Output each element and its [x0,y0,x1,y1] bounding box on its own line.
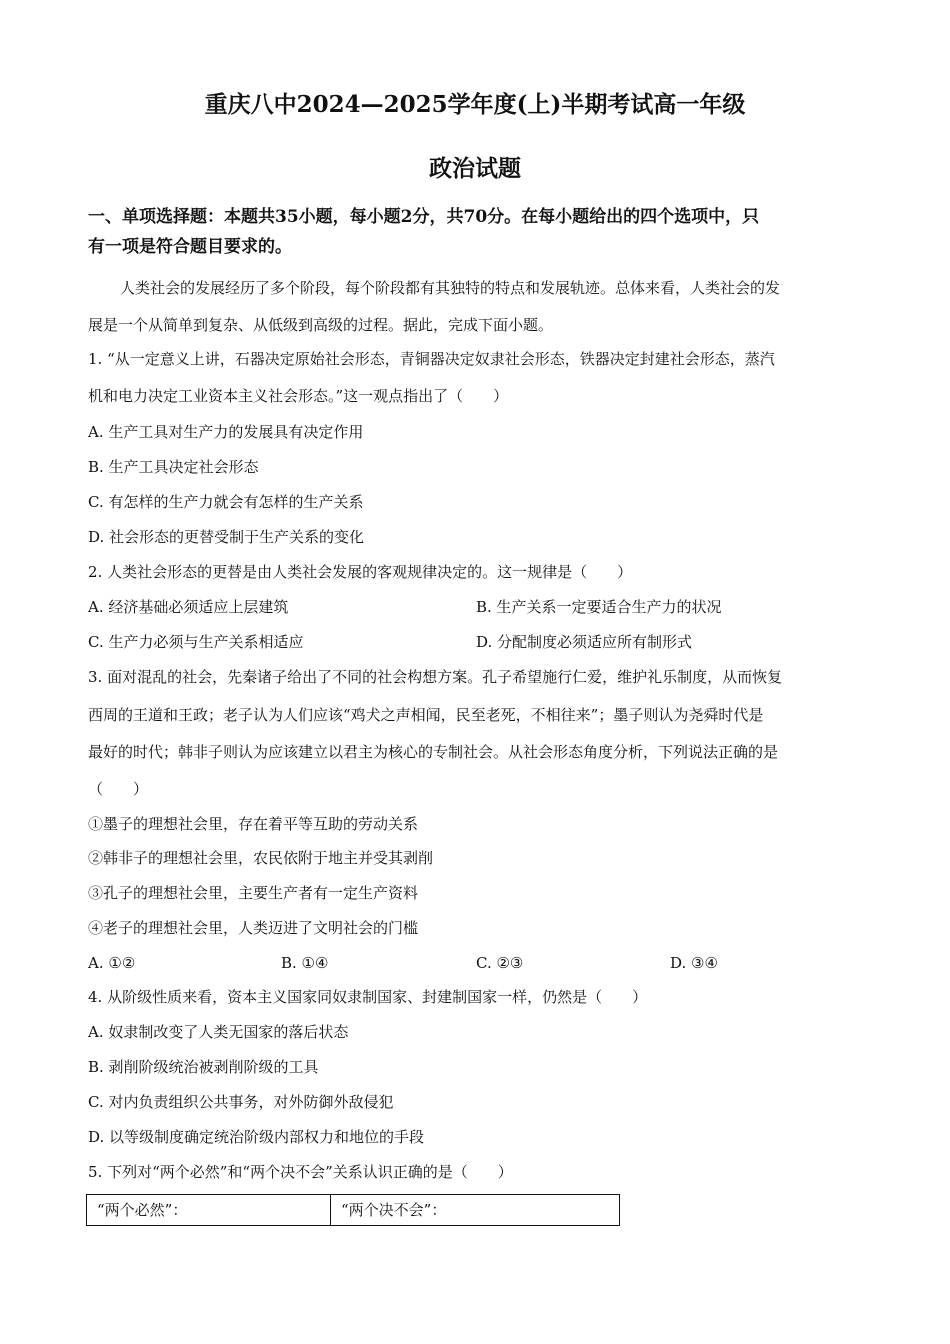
question-3-statement-2: ②韩非子的理想社会里，农民依附于地主并受其剥削 [88,849,434,867]
exam-title: 重庆八中2024—2025学年度(上)半期考试高一年级 [204,91,746,118]
question-3-statement-1: ①墨子的理想社会里，存在着平等互助的劳动关系 [88,815,419,833]
question-2-stem: 2. 人类社会形态的更替是由人类社会发展的客观规律决定的。这一规律是（ ） [88,563,633,581]
question-3-option-d[interactable]: D. ③④ [670,954,718,972]
question-1-option-b[interactable]: B. 生产工具决定社会形态 [88,458,259,476]
question-2-option-c[interactable]: C. 生产力必须与生产关系相适应 [88,633,304,651]
question-1-stem: 机和电力决定工业资本主义社会形态。”这一观点指出了（ ） [88,387,509,405]
question-3-statement-3: ③孔子的理想社会里，主要生产者有一定生产资料 [88,884,419,902]
question-4-option-a[interactable]: A. 奴隶制改变了人类无国家的落后状态 [88,1023,349,1041]
section-heading [88,202,868,262]
question-2-option-b[interactable]: B. 生产关系一定要适合生产力的状况 [476,598,722,616]
question-3-option-b[interactable]: B. ①④ [281,954,329,972]
question-3-option-a[interactable]: A. ①② [88,954,136,972]
section-heading-line: 有一项是符合题目要求的。 [88,237,292,257]
question-3-stem: 西周的王道和王政；老子认为人们应该“鸡犬之声相闻，民至老死，不相往来”；墨子则认为尧舜时代是 [88,706,764,724]
question-4-option-c[interactable]: C. 对内负责组织公共事务，对外防御外敌侵犯 [88,1093,394,1111]
passage-line: 展是一个从简单到复杂、从低级到高级的过程。据此，完成下面小题。 [88,316,554,334]
question-3-option-c[interactable]: C. ②③ [476,954,524,972]
question-2-option-d[interactable]: D. 分配制度必须适应所有制形式 [476,633,693,651]
question-3-stem: （ ） [88,780,149,798]
passage-line: 人类社会的发展经历了多个阶段，每个阶段都有其独特的特点和发展轨迹。总体来看，人类社会的发 [120,279,781,297]
exam-subtitle: 政治试题 [429,155,521,182]
question-1-option-a[interactable]: A. 生产工具对生产力的发展具有决定作用 [88,423,364,441]
table-cell: “两个必然”： [87,1195,331,1225]
question-5-table [86,1194,620,1226]
question-5-stem: 5. 下列对“两个必然”和“两个决不会”关系认识正确的是（ ） [88,1163,513,1181]
section-heading-line: 一、单项选择题：本题共35小题，每小题2分，共70分。在每小题给出的四个选项中，只 [88,207,760,227]
question-4-stem: 4. 从阶级性质来看，资本主义国家同奴隶制国家、封建制国家一样，仍然是（ ） [88,988,648,1006]
question-1-option-d[interactable]: D. 社会形态的更替受制于生产关系的变化 [88,528,365,546]
table-cell: “两个决不会”： [341,1201,447,1219]
question-4-option-b[interactable]: B. 剥削阶级统治被剥削阶级的工具 [88,1058,319,1076]
question-3-stem: 3. 面对混乱的社会，先秦诸子给出了不同的社会构想方案。孔子希望施行仁爱，维护礼乐制度，从而恢复 [88,668,783,686]
question-3-stem: 最好的时代；韩非子则认为应该建立以君主为核心的专制社会。从社会形态角度分析，下列说法正确的是 [88,743,779,761]
question-1-stem: 1. “从一定意义上讲，石器决定原始社会形态，青铜器决定奴隶社会形态，铁器决定封建社会形态，蒸汽 [88,350,775,368]
question-3-statement-4: ④老子的理想社会里，人类迈进了文明社会的门槛 [88,919,419,937]
question-2-option-a[interactable]: A. 经济基础必须适应上层建筑 [88,598,289,616]
question-1-option-c[interactable]: C. 有怎样的生产力就会有怎样的生产关系 [88,493,364,511]
question-4-option-d[interactable]: D. 以等级制度确定统治阶级内部权力和地位的手段 [88,1128,425,1146]
